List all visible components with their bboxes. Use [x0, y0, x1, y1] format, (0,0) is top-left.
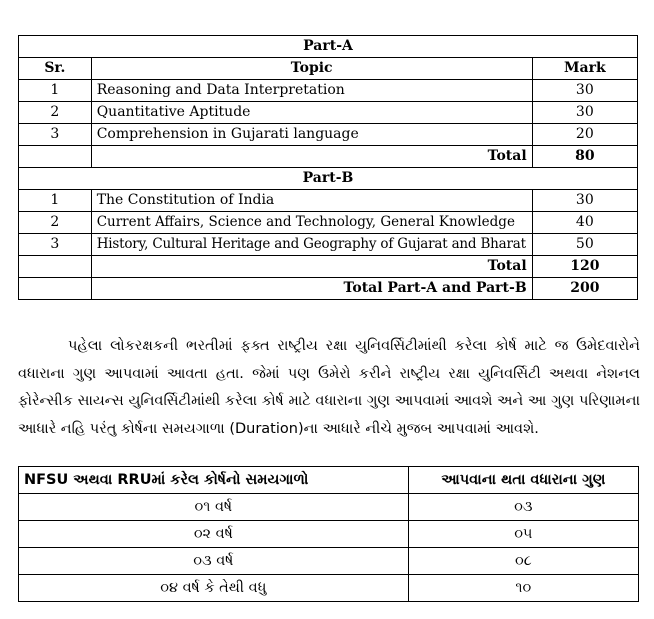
col-header-duration: NFSU અથવા RRUમાં કરેલ કોર્ષનો સમયગાળો: [19, 467, 409, 494]
table-row: [19, 575, 639, 602]
row-sr: 2: [19, 102, 92, 124]
row-topic: The Constitution of India: [91, 190, 532, 212]
part-a-total-value: 80: [532, 146, 637, 168]
row-sr: 3: [19, 234, 92, 256]
bonus-header-row: [19, 467, 639, 494]
grand-total-label: Total Part-A and Part-B: [91, 278, 532, 300]
row-bonus-marks: ૧૦: [408, 575, 638, 602]
part-b-total-row: [19, 256, 638, 278]
row-topic: Reasoning and Data Interpretation: [91, 80, 532, 102]
row-mark: 30: [532, 102, 637, 124]
col-header-sr: Sr.: [19, 58, 92, 80]
row-sr: 2: [19, 212, 92, 234]
row-topic: Quantitative Aptitude: [91, 102, 532, 124]
row-mark: 40: [532, 212, 637, 234]
row-bonus-marks: ૦૩: [408, 494, 638, 521]
part-b-title-row: [19, 168, 638, 190]
row-mark: 30: [532, 190, 637, 212]
row-mark: 30: [532, 80, 637, 102]
table-row: [19, 212, 638, 234]
row-bonus-marks: ૦૫: [408, 521, 638, 548]
row-duration: ૦૨ વર્ષ: [19, 521, 409, 548]
marks-table: [18, 35, 638, 300]
col-header-topic: Topic: [91, 58, 532, 80]
grand-total-value: 200: [532, 278, 637, 300]
table-row: [19, 190, 638, 212]
table-row: [19, 548, 639, 575]
row-sr: 3: [19, 124, 92, 146]
row-mark: 20: [532, 124, 637, 146]
part-a-title: Part-A: [19, 36, 638, 58]
column-header-row: [19, 58, 638, 80]
row-duration: ૦૩ વર્ષ: [19, 548, 409, 575]
bonus-marks-table: [18, 466, 639, 602]
grand-total-row: [19, 278, 638, 300]
part-a-total-row: [19, 146, 638, 168]
part-b-total-label: Total: [91, 256, 532, 278]
table-row: [19, 494, 639, 521]
table-row: [19, 521, 639, 548]
row-topic: Current Affairs, Science and Technology, General Knowledge: [91, 212, 532, 234]
part-b-title: Part-B: [19, 168, 638, 190]
part-b-total-value: 120: [532, 256, 637, 278]
row-sr: 1: [19, 80, 92, 102]
row-topic: Comprehension in Gujarati language: [91, 124, 532, 146]
empty-cell: [19, 256, 92, 278]
row-duration: ૦૧ વર્ષ: [19, 494, 409, 521]
table-row: [19, 124, 638, 146]
table-row: [19, 80, 638, 102]
empty-cell: [19, 278, 92, 300]
part-a-title-row: [19, 36, 638, 58]
row-sr: 1: [19, 190, 92, 212]
row-topic: History, Cultural Heritage and Geography of Gujarat and Bharat: [91, 234, 532, 256]
table-row: [19, 102, 638, 124]
row-bonus-marks: ૦૮: [408, 548, 638, 575]
col-header-bonus-marks: આપવાના થતા વધારાના ગુણ: [408, 467, 638, 494]
col-header-mark: Mark: [532, 58, 637, 80]
row-duration: ૦૪ વર્ષ કે તેથી વધુ: [19, 575, 409, 602]
empty-cell: [19, 146, 92, 168]
row-mark: 50: [532, 234, 637, 256]
part-a-total-label: Total: [91, 146, 532, 168]
table-row: [19, 234, 638, 256]
bonus-marks-paragraph: પહેલા લોકરક્ષકની ભરતીમાં ફક્ત રાષ્ટ્રીય રક્ષા યુનિવર્સિટીમાંથી કરેલા કોર્ષ માટે જ ઉમેદવારોને વધારાના ગુણ આપવામાં આવતા હતા. જેમાં પણ ઉમેરો કરીને રાષ્ટ્રીય રક્ષા યુનિવર્સિટી અથવા નેશનલ ફોરેન્સીક સાયન્સ યુનિવર્સિટીમાંથી કરેલા કોર્ષ માટે વધારાના ગુણ આપવામાં આવશે અને આ ગુણ પરિણામના આધારે નહિ પરંતુ કોર્ષના સમયગાળા (Duration)ના આધારે નીચે મુજબ આપવામાં આવશે.: [18, 338, 640, 437]
